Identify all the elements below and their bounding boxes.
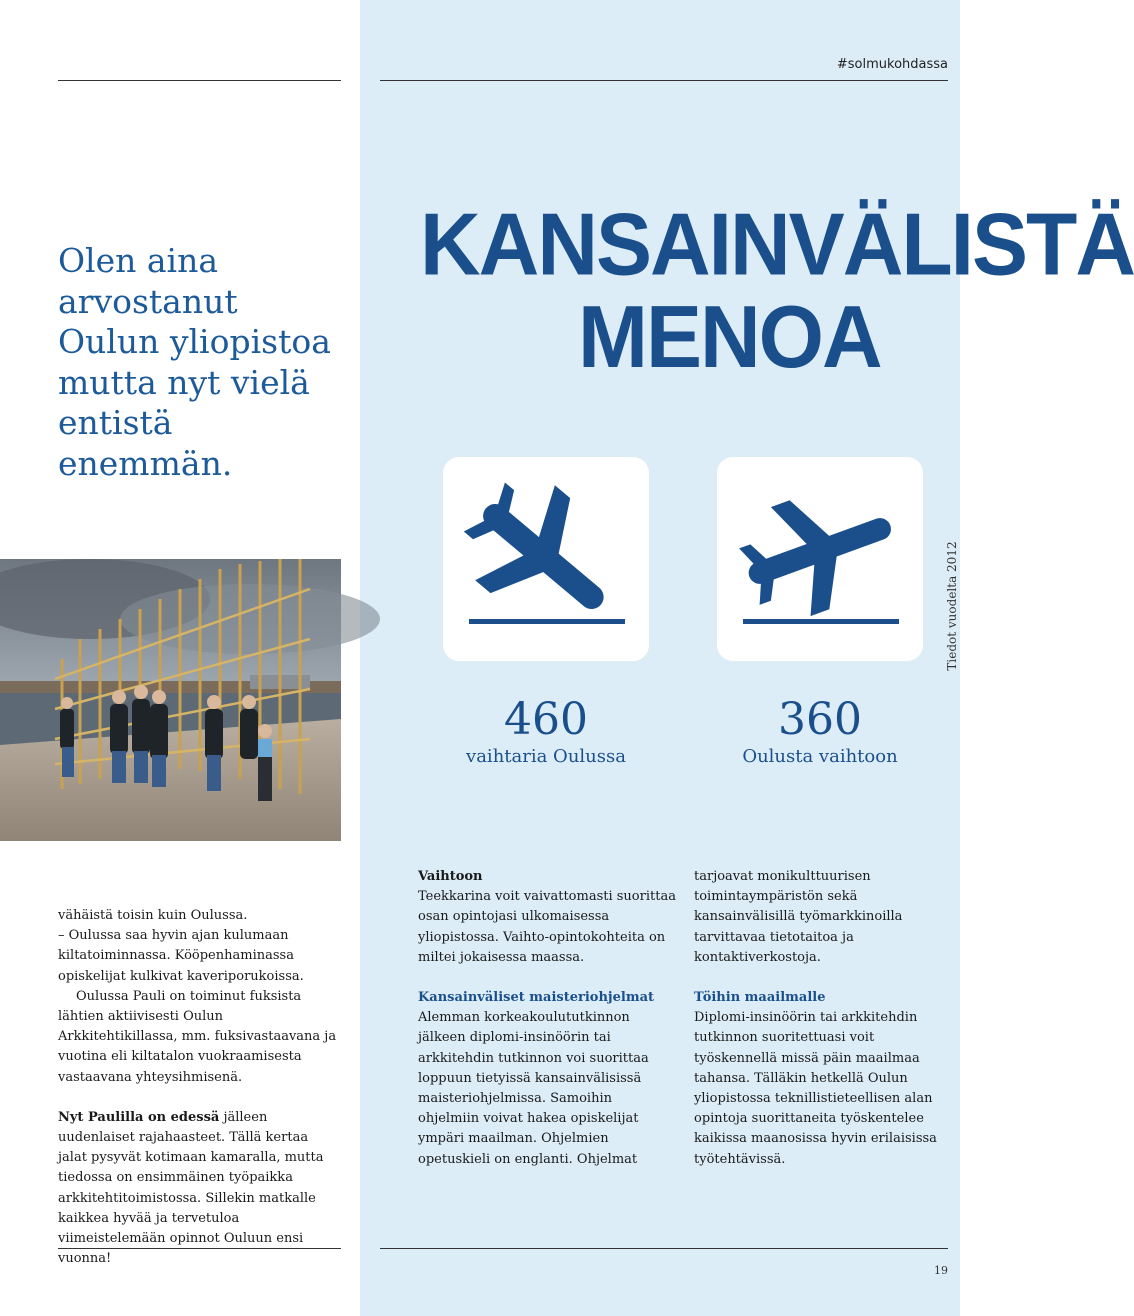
left-paragraph-1: vähäistä toisin kuin Oulussa. — [58, 908, 248, 923]
left-paragraph-4-rest: jälleen uudenlaiset rajahaasteet. Tällä kertaa jalat pysyvät kotimaan kamaralla, mutta tiedossa on ensimmäinen työpaikka arkkitehtitoimistossa. Sillekin matkalle kaikkea hyvää ja tervetuloa viimeistelemään opinnot Ouluun ensi vuonna! — [58, 1109, 324, 1267]
middle-column — [418, 867, 676, 1170]
arrivals-label: vaihtaria Oulussa — [466, 746, 626, 767]
left-paragraph-4-lead: Nyt Paulilla on edessä — [58, 1109, 220, 1125]
top-rule-left — [58, 80, 341, 81]
subheading-maisteriohjelmat: Kansainväliset maisteriohjelmat — [418, 990, 654, 1006]
bottom-rule-right — [380, 1248, 948, 1249]
middle-text-1: Teekkarina voit vaivattomasti suorittaa osan opintojasi ulkomaisessa yliopistossa. Vaihto-opintokohteita on miltei jokaisessa maassa. — [418, 889, 676, 965]
headline-line-1: KANSAINVÄLISTÄ — [420, 194, 1134, 294]
subheading-vaihtoon: Vaihtoon — [418, 869, 483, 884]
arrival-tile — [443, 457, 649, 661]
top-rule-right — [380, 80, 948, 81]
middle-text-2: Alemman korkeakoulututkinnon jälkeen diplomi-insinöörin tai arkkitehdin tutkinnon voi suorittaa loppuun tietyissä kansainvälisissä maisteriohjelmissa. Samoihin ohjelmiin voivat hakea opiskelijat ympäri maailman. Ohjelmien opetuskieli on englanti. Ohjelmat — [418, 1010, 649, 1167]
side-note: Tiedot vuodelta 2012 — [945, 541, 959, 671]
right-text-0: tarjoavat monikulttuurisen toimintaympäristön sekä kansainvälisillä työmarkkinoilla tarvittavaa tietotaitoa ja kontaktiverkostoja. — [694, 869, 903, 965]
left-paragraph-2: – Oulussa saa hyvin ajan kulumaan kiltatoiminnassa. Kööpenhaminassa opiskelijat kulkivat kaveriporukoissa. — [58, 928, 304, 984]
left-paragraph-4 — [58, 1108, 341, 1270]
departures-label: Oulusta vaihtoon — [742, 746, 898, 767]
headline-line-2: MENOA — [578, 287, 881, 386]
left-paragraph-3: Oulussa Pauli on toiminut fuksista lähtien aktiivisesti Oulun Arkkitehtikillassa, mm. fuksivastaavana ja vuotina eli kiltatalon vuokraamisesta vastaavana yhteysihmisenä. — [58, 988, 337, 1085]
page-number: 19 — [934, 1264, 948, 1277]
departures-count: 360 — [778, 694, 862, 745]
airplane-departure-icon — [717, 457, 923, 661]
pull-quote: Olen aina arvostanut Oulun yliopistoa mutta nyt vielä entistä enemmän. — [58, 241, 331, 483]
students-photo — [0, 559, 341, 841]
hashtag: #solmukohdassa — [836, 57, 948, 72]
right-column — [694, 867, 949, 1170]
right-text-3: Diplomi-insinöörin tai arkkitehdin tutkinnon suoritettuasi voit työskennellä missä päin maailmaa tahansa. Tälläkin hetkellä Oulun yliopistossa teknillistieteellisen alan opintoja suorittaneita työskentelee kaikissa maanosissa hyvin erilaisissa työtehtävissä. — [694, 1010, 937, 1167]
arrivals-count: 460 — [504, 694, 588, 745]
headline — [420, 194, 1134, 386]
airplane-arrival-icon — [443, 457, 649, 661]
departure-tile — [717, 457, 923, 661]
subheading-toihin-maailmalle: Töihin maailmalle — [694, 990, 826, 1006]
left-column — [58, 906, 341, 1269]
